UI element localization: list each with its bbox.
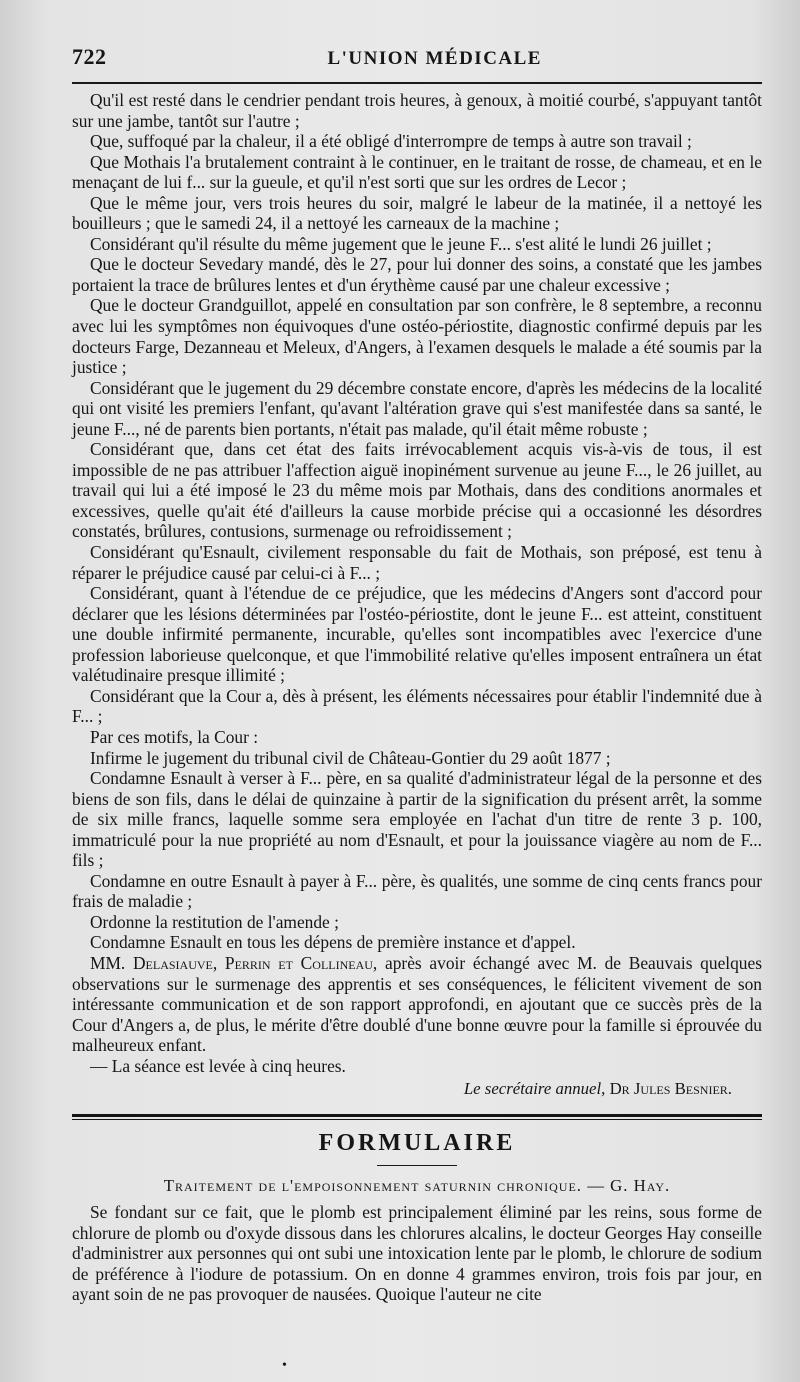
footer-mark: • xyxy=(282,1358,287,1373)
paragraph: Que, suffoqué par la chaleur, il a été obligé d'interrompre de temps à autre son travail ; xyxy=(90,131,692,152)
signature-name: Dr Jules Besnier. xyxy=(609,1079,732,1099)
section-divider xyxy=(72,1114,762,1120)
paragraph: Se fondant sur ce fait, que le plomb est principalement éliminé par les reins, sous forme de chlorure de plomb ou d'oxyde dissous dans les chlorures alcalins, le docteur Georges Hay conseille d'administrer aux personnes qui ont subi une intoxication lente par le plomb, le chlorure de sodium de préférence à l'iodure de potassium. On en donne 4 grammes environ, trois fois par jour, en ayant soin de ne pas provoquer de nausées. Quoique l'auteur ne cite xyxy=(72,1202,762,1305)
paragraph: Infirme le jugement du tribunal civil de Château-Gontier du 29 août 1877 ; xyxy=(90,747,611,768)
section-title: FORMULAIRE xyxy=(318,1130,516,1157)
paragraph: Considérant qu'il résulte du même jugement que le jeune F... s'est alité le lundi 26 juillet ; xyxy=(90,233,712,254)
closing-text: après avoir échangé avec M. de Beauvais quelques observations sur le surmenage des apprentis et ses conséquences, le félicitent vivement de son intéressante communication et de son rapport approfondi, en ajoutant que ce succès près de la Cour d'Angers a, de plus, le mérite d'être doublé d'une bonne œuvre pour la famille si éprouvée du malheureux enfant. xyxy=(72,952,762,1056)
paragraph: Considérant qu'Esnault, civilement responsable du fait de Mothais, son préposé, est tenu à réparer le préjudice causé par celui-ci à F... ; xyxy=(72,542,762,583)
closing-names: MM. Delasiauve, Perrin et Collineau, xyxy=(90,952,378,973)
signature-role: Le secrétaire annuel, xyxy=(463,1079,606,1099)
paragraph: Par ces motifs, la Cour : xyxy=(90,726,259,747)
adjourn-line: — La séance est levée à cinq heures. xyxy=(90,1055,346,1076)
paragraph: Considérant que, dans cet état des faits irrévocablement acquis vis-à-vis de tous, il est impossible de ne pas attribuer l'affection aiguë inopinément survenue au jeune F..., le 26 juillet, au travail qui lui a été imposé le 23 du même mois par Mothais, dans des conditions anormales et excessives, quelle qu'ait été d'ailleurs la cause morbide précise qui a occasionné les désordres constatés, brûlures, contusions, surmenage ou refroidissement ; xyxy=(72,439,762,542)
page-header xyxy=(72,44,762,78)
page-number: 722 xyxy=(72,44,107,69)
paragraph: Considérant que la Cour a, dès à présent, les éléments nécessaires pour établir l'indemnité due à F... ; xyxy=(72,685,762,727)
paragraph: Condamne Esnault à verser à F... père, en sa qualité d'administrateur légal de la personne et des biens de son fils, dans le délai de quinzaine à partir de la signification du présent arrêt, la somme de six mille francs, laquelle somme sera employée en l'achat d'un titre de rente 3 p. 100, immatriculé pour la nue propriété au nom d'Esnault, et pour la jouissance viagère au nom de F... fils ; xyxy=(72,768,762,871)
signature xyxy=(72,1078,762,1100)
paragraph: Que Mothais l'a brutalement contraint à le continuer, en le traitant de rosse, de chameau, et en le menaçant de lui f... sur la gueule, et qu'il n'est sorti que sur les ordres de Lecor ; xyxy=(72,151,762,193)
paragraph: Qu'il est resté dans le cendrier pendant trois heures, à genoux, à moitié courbé, s'appuyant tantôt sur une jambe, tantôt sur l'autre ; xyxy=(72,90,762,131)
section-subtitle: Traitement de l'empoisonnement saturnin chronique. — G. Hay. xyxy=(163,1176,671,1196)
paragraph: Condamne en outre Esnault à payer à F... père, ès qualités, une somme de cinq cents francs pour frais de maladie ; xyxy=(72,870,762,912)
title-underline xyxy=(377,1165,457,1166)
formulaire-body xyxy=(72,1202,762,1305)
journal-title: L'UNION MÉDICALE xyxy=(327,48,542,69)
header-rule xyxy=(72,82,762,84)
paragraph: Que le docteur Sevedary mandé, dès le 27, pour lui donner des soins, a constaté que les jambes portaient la trace de brûlures lentes et d'un érythème causé par une chaleur excessive ; xyxy=(72,254,762,295)
paragraph: Considérant, quant à l'étendue de ce préjudice, que les médecins d'Angers sont d'accord pour déclarer que les lésions déterminées par l'ostéo-périostite, dont le jeune F... est atteint, constituent une double infirmité permanente, incurable, qu'elles sont incompatibles avec l'exercice d'une profession laborieuse quelconque, et que l'immobilité relative qu'elles imposent entraînera un état valétudinaire presque illimité ; xyxy=(72,583,762,686)
closing-paragraph xyxy=(72,953,762,1056)
paragraph: Ordonne la restitution de l'amende ; xyxy=(90,911,339,932)
article-body xyxy=(72,90,762,1076)
paragraph: Considérant que le jugement du 29 décembre constate encore, d'après les médecins de la localité qui ont visité les premiers l'enfant, qu'avant l'altération grave qui s'est manifestée dans sa santé, le jeune F..., né de parents bien portants, n'était pas malade, qu'il était même robuste ; xyxy=(72,377,762,439)
paragraph: Que le même jour, vers trois heures du soir, malgré le labeur de la matinée, il a nettoyé les bouilleurs ; que le samedi 24, il a nettoyé les carneaux de la machine ; xyxy=(72,192,762,234)
paragraph: Condamne Esnault en tous les dépens de première instance et d'appel. xyxy=(90,932,576,953)
paragraph: Que le docteur Grandguillot, appelé en consultation par son confrère, le 8 septembre, a reconnu avec lui les symptômes non équivoques d'une ostéo-périostite, diagnostic confirmé depuis par les docteurs Farge, Dezanneau et Meleux, d'Angers, à l'examen desquels le malade a été soumis par la justice ; xyxy=(72,295,762,378)
